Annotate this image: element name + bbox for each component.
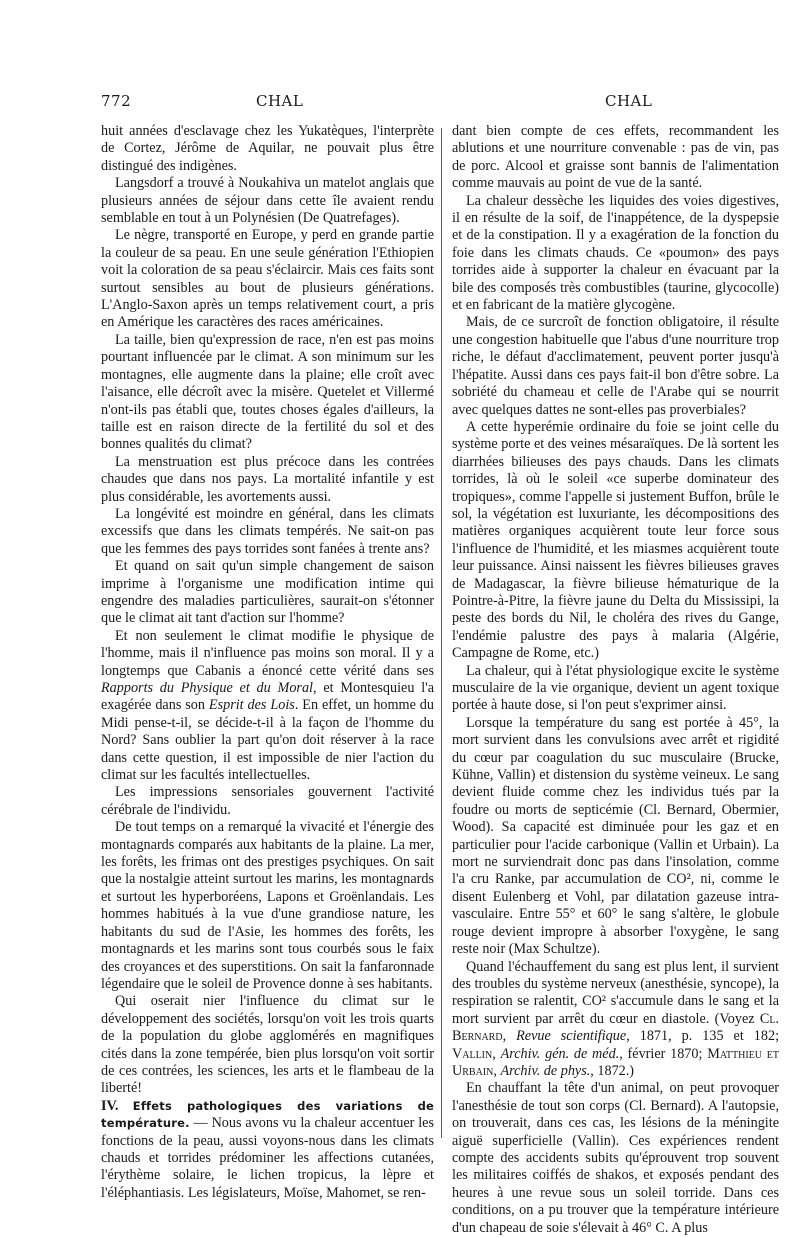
section-number: IV.: [101, 1097, 133, 1114]
book-title: Esprit des Lois: [208, 697, 295, 714]
paragraph: huit années d'esclavage chez les Yukatèques, l'interprète de Cortez, Jérôme de Aquilar, ne pouvait plus être distingué des indigènes.: [101, 123, 434, 174]
page-number: 772: [101, 92, 132, 110]
journal-title: Revue scientifique: [516, 1028, 627, 1045]
author-name: Cl. Bernard: [452, 1010, 779, 1045]
paragraph: En chauffant la tête d'un animal, on peut provoquer l'anesthésie de tout son corps (Cl. Bernard). A l'autopsie, on trouverait, dans ces cas, les lésions de la méningite aiguë superficielle (Vallin). Ces expériences rendent compte des accidents subits qu'éprouvent trop souvent les militaires coiffés de shakos, et exposés pendant des heures à une revue sous un soleil torride. Dans ces conditions, on a pu trouver que la température intérieure d'un chapeau de soie s'élevait à 46° C. A plus: [452, 1080, 779, 1236]
column-divider: [441, 128, 442, 1138]
text-run: . En effet, un homme du Midi pense-t-il, se décide-t-il à la façon de l'homme du Nord? Sans oublier la part qu'on doit réserver à la race dans cette question, il est impossible de nier l'action du climat sur les facultés intellectuelles.: [101, 697, 434, 784]
paragraph: La chaleur dessèche les liquides des voies digestives, il en résulte de la soif, de l'inappétence, de la dyspepsie et de la constipation. Il y a exagération de la fonction du foie dans les climats chauds. Ce «poumon» des pays torrides aide à supporter la chaleur en évacuant par la bile des composés très combustibles (taurine, glycocolle) et en fabricant de la matière glycogène.: [452, 192, 779, 314]
text-run: — Nous avons vu la chaleur accentuer les fonctions de la peau, aussi voyons-nous dans les climats chauds et torrides prédominer les affections cutanées, l'érythème solaire, le lichen tropicus, la lèpre et l'éléphantiasis. Les législateurs, Moïse, Mahomet, se ren-: [101, 1115, 434, 1201]
paragraph: Et quand on sait qu'un simple changement de saison imprime à l'organisme une modification intime qui engendre des maladies particulières, saurait-on s'étonner que le climat ait tant d'action sur l'homme?: [101, 558, 434, 627]
running-title-right: CHAL: [605, 92, 653, 110]
running-title-left: CHAL: [256, 92, 304, 110]
paragraph: La longévité est moindre en général, dans les climats excessifs que dans les climats tempérés. Ne sait-on pas que les femmes des pays torrides sont fanées à trente ans?: [101, 505, 434, 557]
paragraph: Mais, de ce surcroît de fonction obligatoire, il résulte une congestion habituelle que l'abus d'une nourriture trop riche, le défaut d'acclimatement, peuvent porter jusqu'à l'hépatite. Aussi dans ces pays fait-il bon d'être sobre. La sobriété du chameau et celle de l'Arabe qui se nourrit avec quelques dattes ne sont-elles pas proverbiales?: [452, 314, 779, 418]
paragraph: Les impressions sensoriales gouvernent l'activité cérébrale de l'individu.: [101, 784, 434, 818]
journal-title: Archiv. de phys.: [500, 1062, 591, 1079]
right-column: [452, 123, 779, 1237]
paragraph: Qui oserait nier l'influence du climat sur le développement des sociétés, lorsqu'on voit les trois quarts de la population du globe agglomérés en magnifiques cités dans la zone tempérée, bien plus lorsqu'on voit sortir de ces contrées, les sciences, les arts et le flambeau de la liberté!: [101, 993, 434, 1097]
paragraph: Lorsque la température du sang est portée à 45°, la mort survient dans les convulsions avec arrêt et rigidité du cœur par coagulation du suc musculaire (Brucke, Kühne, Vallin) et distension du système veineux. Le sang devient fluide comme chez les individus tués par la foudre ou morts de septicémie (Cl. Bernard, Obermier, Wood). Sa capacité est diminuée pour les gaz et en particulier pour l'acide carbonique (Vallin et Urbain). La mort ne surviendrait donc pas dans l'insolation, comme l'a cru Ranke, par accumulation de CO², ni, comme le disent Eulenberg et Vohl, par dilatation gazeuse intra-vasculaire. Entre 55° et 60° le sang s'altère, le globule rouge devient impropre à absorber l'oxygène, le sang reste noir (Max Schultze).: [452, 714, 779, 958]
journal-title: Archiv. gén. de méd.: [500, 1045, 620, 1062]
text-run: Et non seulement le climat modifie le physique de l'homme, mais il n'influence pas moins son moral. Il y a longtemps que Cabanis a énoncé cette vérité dans ses: [101, 627, 434, 679]
text-run: Quand l'échauffement du sang est plus lent, il survient des troubles du système nerveux (anesthésie, syncope), la respiration se ralentit, CO² s'accumule dans le sang et la mort survient par arrêt du cœur en diastole. (Voyez: [452, 958, 779, 1027]
paragraph: [452, 959, 779, 1081]
text-run: ,: [502, 1028, 517, 1045]
text-run: , et Montesquieu l'a exagérée dans son: [101, 680, 434, 714]
section-paragraph: [101, 1098, 434, 1202]
paragraph: La menstruation est plus précoce dans les contrées chaudes que dans nos pays. La mortalité infantile y est plus considérable, les avortements aussi.: [101, 453, 434, 505]
paragraph: [101, 628, 434, 785]
paragraph: La chaleur, qui à l'état physiologique excite le système musculaire de la vie organique, devient un agent toxique portée à haute dose, si l'on peut s'exprimer ainsi.: [452, 662, 779, 714]
text-run: , février 1870;: [619, 1045, 708, 1062]
section-heading: Effets pathologiques des variations de température.: [101, 1098, 435, 1131]
left-column: [101, 123, 434, 1202]
text-run: , 1872.): [590, 1062, 635, 1079]
paragraph: La taille, bien qu'expression de race, n'en est pas moins pourtant influencée par le climat. A son minimum sur les montagnes, elle augmente dans la plaine; elle croît avec l'aisance, elle décroît avec la misère. Quetelet et Villermé n'ont-ils pas établi que, toutes choses égales d'ailleurs, la taille est en raison directe de la fertilité du sol et des bonnes qualités du climat?: [101, 331, 434, 453]
author-name: Vallin: [452, 1045, 493, 1062]
paragraph: Langsdorf a trouvé à Noukahiva un matelot anglais que plusieurs années de séjour dans cette île avaient rendu semblable en tout à un Polynésien (De Quatrefages).: [101, 175, 434, 227]
author-name: Matthieu et Urbain: [452, 1045, 780, 1079]
paragraph: dant bien compte de ces effets, recommandent les ablutions et une nourriture convenable : pas de vin, pas de porc. Alcool et graisse sont bannis de l'alimentation comme mauvais au point de vue de la santé.: [452, 123, 779, 192]
paragraph: A cette hyperémie ordinaire du foie se joint celle du système porte et des veines mésaraïques. De là sortent les diarrhées bilieuses des pays chauds. Dans les climats torrides, là où le soleil «ce superbe dominateur des tropiques», comme l'appelle si justement Buffon, brûle le sol, la végétation est luxuriante, les décompositions des matières organiques acquièrent toute leur force sous l'influence de l'humidité, et les miasmes acquièrent toute leur puissance. Ainsi naissent les fièvres bilieuses graves de Madagascar, la fièvre bilieuse hématurique de la Pointre-à-Pitre, la fièvre jaune du Delta du Mississipi, la peste des bords du Nil, le choléra des rives du Gange, l'endémie palustre des pays à malaria (Algérie, Campagne de Rome, etc.): [452, 418, 779, 662]
paragraph: Le nègre, transporté en Europe, y perd en grande partie la couleur de sa peau. En une seule génération l'Ethiopien voit la coloration de sa peau s'éclaircir. Mais ces faits sont surtout sensibles au bout de plusieurs générations. L'Anglo-Saxon après un temps relativement court, a pris en Amérique les caractères des races américaines.: [101, 227, 434, 331]
paragraph: De tout temps on a remarqué la vivacité et l'énergie des montagnards comparés aux habitants de la plaine. La mer, les forêts, les frimas ont des prestiges psychiques. On sait que la nostalgie atteint surtout les marins, les montagnards et surtout les hyperboréens, Lapons et Groënlandais. Les hommes habitués à la vue d'une grandiose nature, les habitants du sud de l'Asie, les hommes des forêts, les montagnards et les marins sont tous courbés sous le faix des croyances et des superstitions. On sait la fanfaronnade légendaire que le soleil de Provence donne à ses habitants.: [101, 819, 434, 992]
text-run: ,: [492, 1045, 501, 1062]
text-run: , 1871, p. 135 et 182;: [626, 1028, 780, 1045]
book-title: Rapports du Physique et du Moral: [101, 680, 313, 696]
running-header: [0, 92, 800, 112]
text-run: ,: [493, 1062, 501, 1079]
